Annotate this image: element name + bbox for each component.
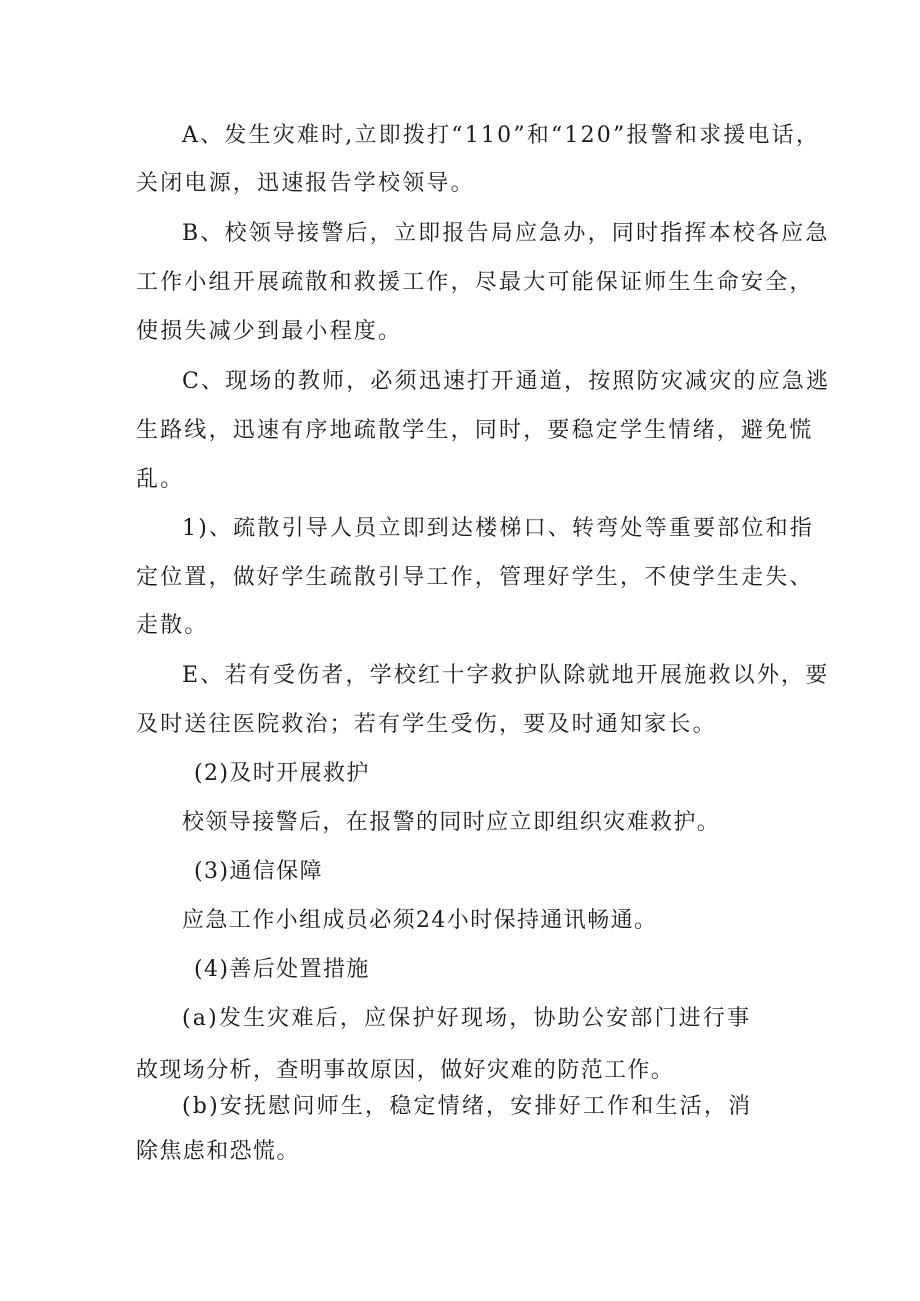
section-heading-3: (3)通信保障 [194,859,323,884]
paragraph-e-line-1: E、若有受伤者，学校红十字救护队除就地开展施救以外，要 [182,663,830,688]
paragraph-b-line-3: 使损失减少到最小程度。 [136,319,403,344]
section-3-body: 应急工作小组成员必须24小时保持通讯畅通。 [182,908,658,933]
paragraph-c-line-1: C、现场的教师，必须迅速打开通道，按照防灾减灾的应急逃 [182,369,831,394]
paragraph-1-line-3: 走散。 [136,613,209,638]
section-2-body: 校领导接警后，在报警的同时应立即组织灾难救护。 [182,810,721,835]
section-heading-2: (2)及时开展救护 [194,761,370,786]
paragraph-a-line-1: A、发生灾难时,立即拨打“110”和“120”报警和求援电话， [182,123,821,148]
item-b-line-2: 除焦虑和恐慌。 [136,1139,300,1164]
section-heading-4: (4)善后处置措施 [194,957,370,982]
paragraph-c-line-3: 乱。 [136,467,185,492]
item-b-line-1: (b)安抚慰问师生，稳定情绪，安排好工作和生活，消 [182,1094,753,1119]
paragraph-1-line-2: 定位置，做好学生疏散引导工作，管理好学生，不使学生走失、 [136,565,814,590]
paragraph-a-line-2: 关闭电源，迅速报告学校领导。 [136,171,475,196]
item-a-line-1: (a)发生灾难后，应保护好现场，协助公安部门进行事 [182,1006,752,1031]
paragraph-b-line-1: B、校领导接警后，立即报告局应急办，同时指挥本校各应急 [182,221,830,246]
paragraph-e-line-2: 及时送往医院救治；若有学生受伤，要及时通知家长。 [136,712,717,737]
paragraph-1-line-1: 1)、疏散引导人员立即到达楼梯口、转弯处等重要部位和指 [182,516,814,541]
paragraph-b-line-2: 工作小组开展疏散和救援工作，尽最大可能保证师生生命安全， [136,270,814,295]
item-a-line-2: 故现场分析，查明事故原因，做好灾难的防范工作。 [136,1058,675,1083]
paragraph-c-line-2: 生路线，迅速有序地疏散学生，同时，要稳定学生情绪，避免慌 [136,418,814,443]
